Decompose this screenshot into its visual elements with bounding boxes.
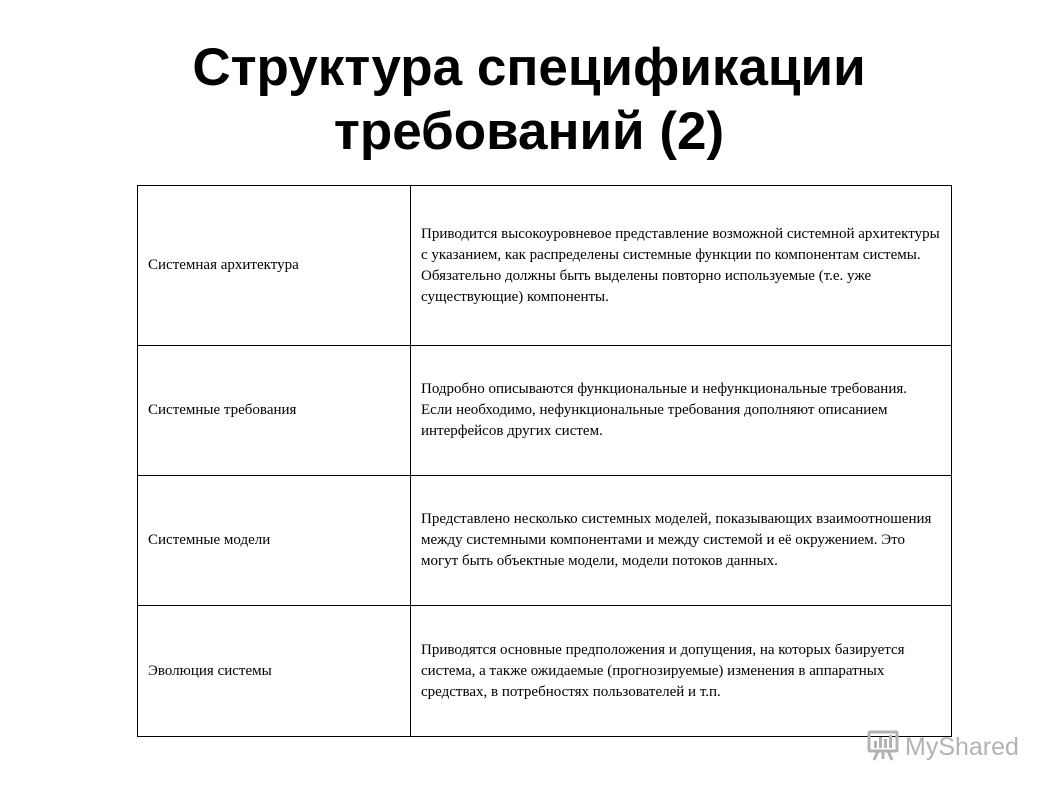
description-paragraph: Представлено несколько системных моделей, показывающих взаимоотношения между системными компонентами и между системой и её окружением. Это могут быть объектные модели, модели потоков данных. bbox=[421, 511, 932, 569]
row-label: Системные модели bbox=[138, 476, 411, 606]
slide-title bbox=[0, 36, 1058, 164]
requirements-structure-table bbox=[137, 185, 952, 737]
row-label: Системная архитектура bbox=[138, 186, 411, 346]
watermark bbox=[866, 729, 1019, 765]
table-row bbox=[138, 186, 952, 346]
slide-title-line-1: Структура спецификации bbox=[192, 38, 866, 97]
row-description bbox=[411, 606, 952, 737]
row-label: Эволюция системы bbox=[138, 606, 411, 737]
row-label: Системные требования bbox=[138, 346, 411, 476]
description-paragraph: Подробно описываются функциональные и нефункциональные требования. Если необходимо, нефункциональные требования дополняют описанием интерфейсов других систем. bbox=[421, 381, 907, 439]
slide-title-line-2: требований (2) bbox=[333, 102, 725, 161]
row-description bbox=[411, 186, 952, 346]
presentation-board-icon bbox=[866, 728, 900, 767]
row-description bbox=[411, 476, 952, 606]
description-paragraph: Приводится высокоуровневое представление возможной системной архитектуры с указанием, как распределены системные функции по компонентам системы. bbox=[421, 225, 940, 263]
description-paragraph: Приводятся основные предположения и допущения, на которых базируется система, а также ожидаемые (прогнозируемые) изменения в аппаратных средствах, в потребностях пользователей и т.п. bbox=[421, 641, 905, 700]
table-row bbox=[138, 606, 952, 737]
description-paragraph: Обязательно должны быть выделены повторно используемые (т.е. уже существующие) компоненты. bbox=[421, 267, 872, 305]
row-description bbox=[411, 346, 952, 476]
watermark-text: MyShared bbox=[905, 732, 1019, 761]
table-row bbox=[138, 346, 952, 476]
table-row bbox=[138, 476, 952, 606]
